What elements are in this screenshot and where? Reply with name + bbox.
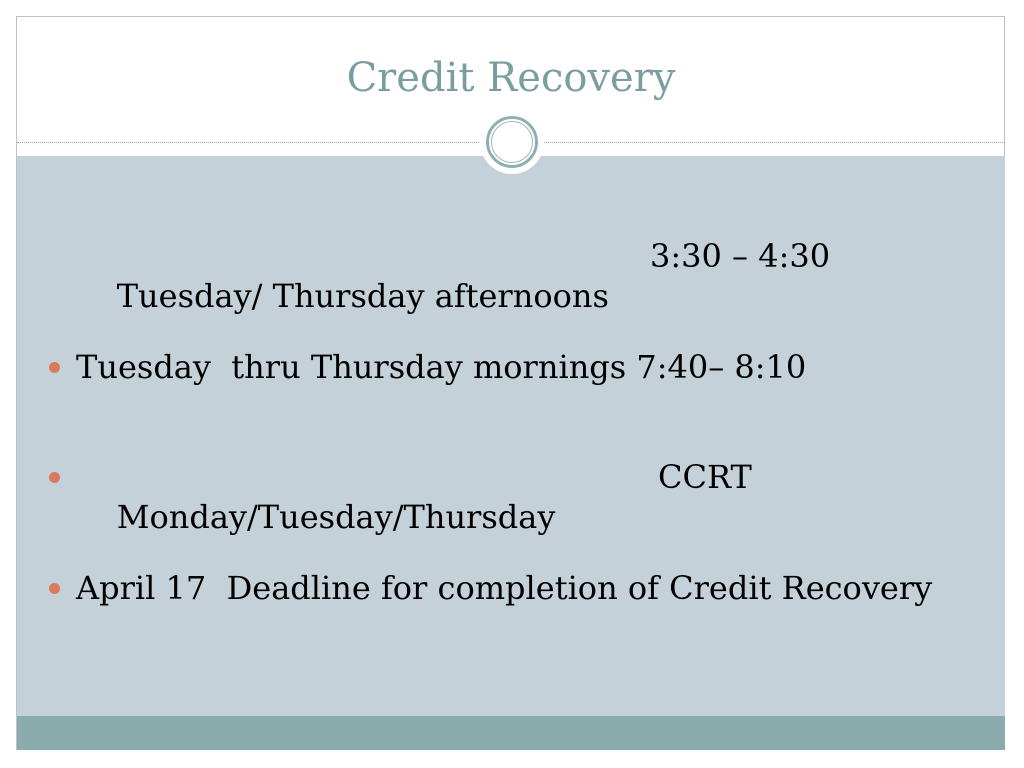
bullet-icon <box>49 362 60 373</box>
schedule-line-afternoons-text: Tuesday/ Thursday afternoons <box>116 277 609 315</box>
slide-title: Credit Recovery <box>346 55 676 101</box>
footer-band <box>17 716 1005 750</box>
schedule-line-afternoons-time: 3:30 – 4:30 <box>650 237 831 275</box>
divider-circle-inner <box>491 121 533 163</box>
bullet-icon <box>49 472 60 483</box>
schedule-line-ccrt-days: Monday/Tuesday/Thursday <box>116 498 556 536</box>
deadline-line: April 17 Deadline for completion of Credit Recovery <box>76 569 933 607</box>
schedule-line-ccrt-label: CCRT <box>658 458 752 496</box>
bullet-icon <box>49 583 60 594</box>
schedule-line-mornings: Tuesday thru Thursday mornings 7:40– 8:10 <box>76 348 807 386</box>
